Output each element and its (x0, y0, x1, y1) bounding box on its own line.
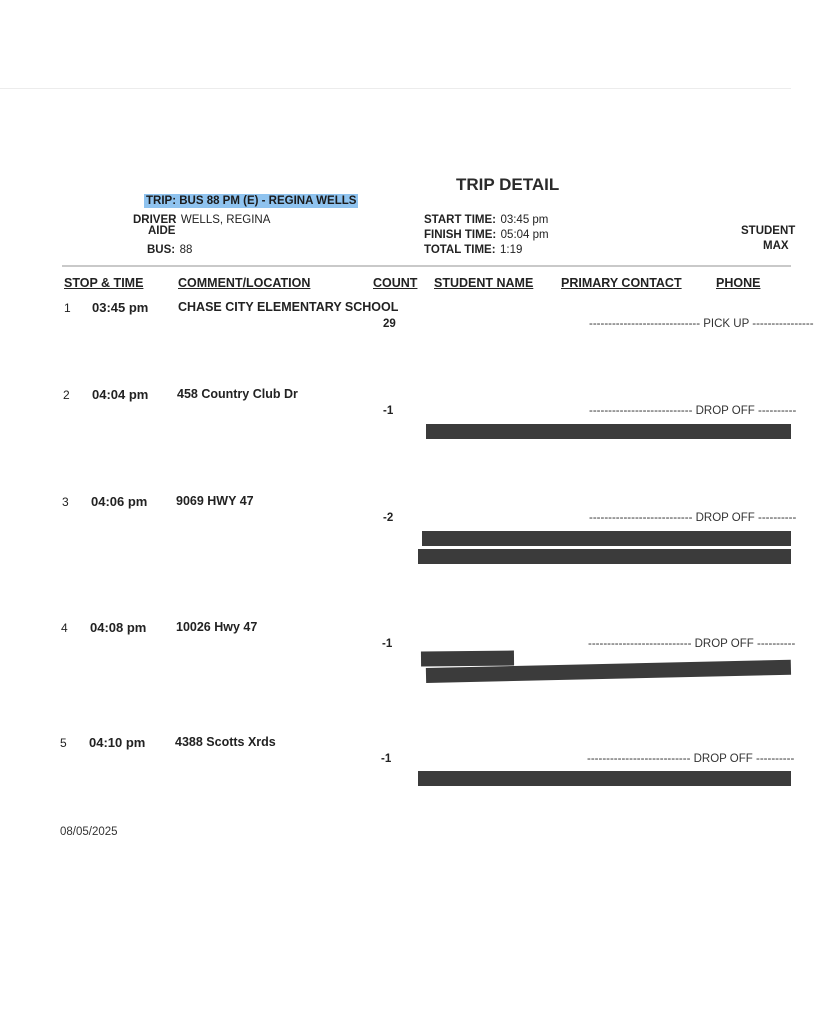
page-title: TRIP DETAIL (456, 175, 560, 194)
trip-name: TRIP: BUS 88 PM (E) - REGINA WELLS (146, 195, 357, 207)
bus-label: BUS: (147, 244, 176, 256)
header-comment-location: COMMENT/LOCATION (178, 276, 311, 290)
start-time-label: START TIME: (424, 214, 496, 226)
stop-2-number: 2 (63, 388, 70, 402)
stop-2-time: 04:04 pm (92, 387, 149, 402)
students-label: STUDENT (741, 225, 796, 237)
header-primary-contact: PRIMARY CONTACT (561, 276, 682, 290)
header-phone: PHONE (716, 276, 761, 290)
stop-3-count: -2 (383, 512, 394, 524)
stop-3-number: 3 (62, 495, 69, 509)
bus-value: 88 (179, 244, 193, 256)
stop-1-time: 03:45 pm (92, 300, 149, 315)
max-label: MAX (763, 240, 789, 252)
redaction-bar (426, 424, 791, 439)
total-time-label: TOTAL TIME: (424, 244, 496, 256)
stop-3-action: --------------------------- DROP OFF ---------- (589, 512, 797, 524)
bus-line (147, 240, 192, 258)
stop-5-time: 04:10 pm (89, 735, 146, 750)
stop-5-count: -1 (381, 753, 392, 765)
page-top-edge (0, 88, 791, 89)
stop-5-action: --------------------------- DROP OFF ---------- (587, 753, 795, 765)
stop-1-number: 1 (64, 301, 71, 315)
stop-1-action: ----------------------------- PICK UP ---------------- (589, 318, 814, 330)
redaction-bar (418, 549, 791, 564)
redaction-bar (421, 651, 514, 667)
stop-2-action: --------------------------- DROP OFF ---------- (589, 405, 797, 417)
redaction-bar (418, 771, 791, 786)
stop-5-number: 5 (60, 736, 67, 750)
stop-4-location: 10026 Hwy 47 (176, 620, 258, 634)
stop-2-location: 458 Country Club Dr (177, 387, 298, 401)
finish-time-label: FINISH TIME: (424, 229, 497, 241)
total-time-line (424, 240, 522, 258)
stop-2-count: -1 (383, 405, 394, 417)
stop-4-number: 4 (61, 621, 68, 635)
header-rule (62, 265, 791, 267)
stop-3-time: 04:06 pm (91, 494, 148, 509)
header-student-name: STUDENT NAME (434, 276, 534, 290)
driver-label: DRIVER (133, 214, 177, 226)
stop-1-location: CHASE CITY ELEMENTARY SCHOOL (178, 300, 399, 314)
stop-3-location: 9069 HWY 47 (176, 494, 254, 508)
stop-1-count: 29 (383, 318, 396, 330)
stop-5-location: 4388 Scotts Xrds (175, 735, 276, 749)
stop-4-time: 04:08 pm (90, 620, 147, 635)
stop-4-action: --------------------------- DROP OFF ---------- (588, 638, 796, 650)
redaction-bar (422, 531, 791, 546)
finish-time-value: 05:04 pm (500, 229, 549, 241)
stop-4-count: -1 (382, 638, 393, 650)
total-time-value: 1:19 (500, 244, 523, 256)
start-time-value: 03:45 pm (500, 214, 549, 226)
report-date: 08/05/2025 (60, 826, 118, 838)
aide-label: AIDE (148, 225, 176, 237)
driver-value: WELLS, REGINA (180, 214, 271, 226)
header-count: COUNT (373, 276, 418, 290)
header-stop-time: STOP & TIME (64, 276, 144, 290)
